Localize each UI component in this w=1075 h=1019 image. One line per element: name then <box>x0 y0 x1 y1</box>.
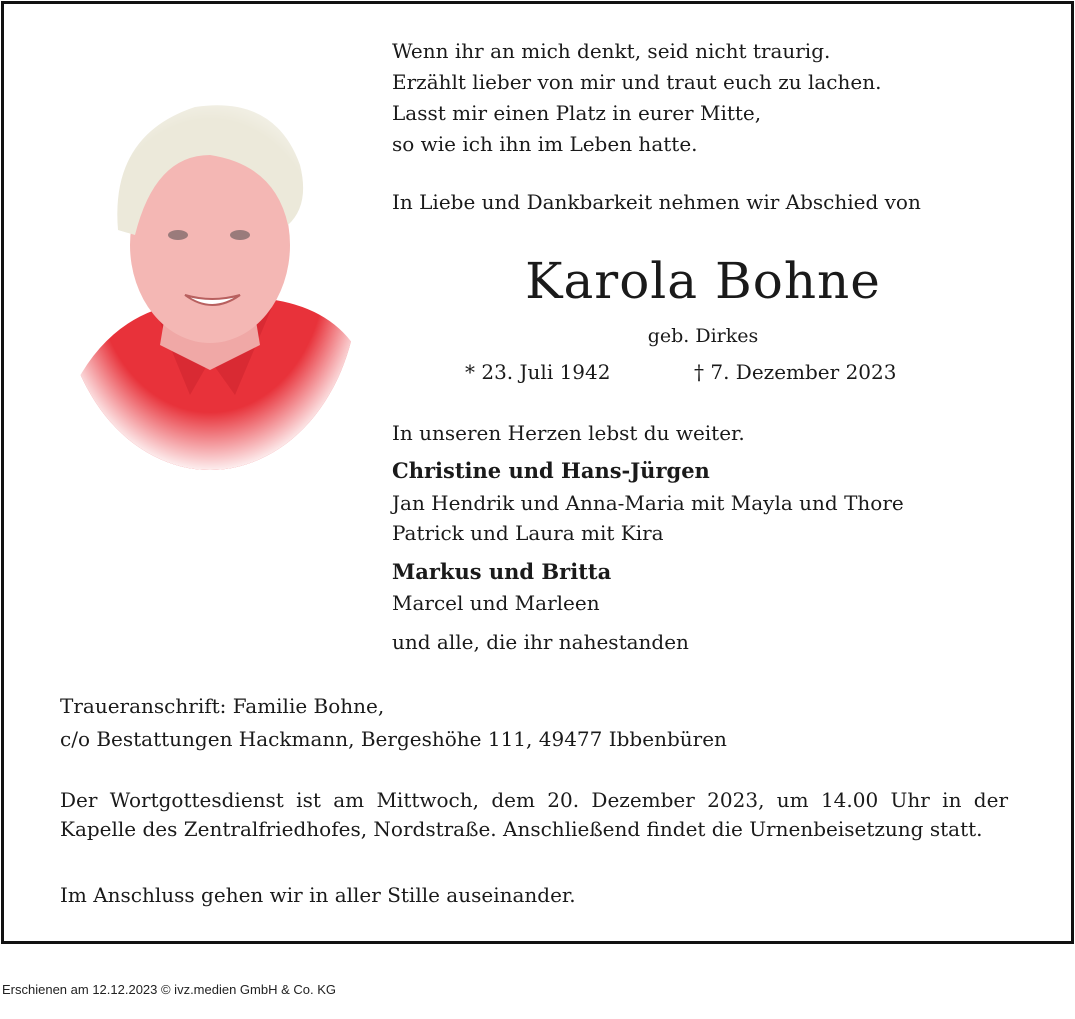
family-name: Markus und Britta <box>392 559 612 584</box>
poem <box>392 36 881 160</box>
family-name: Christine und Hans-Jürgen <box>392 458 710 483</box>
others-line: und alle, die ihr nahestanden <box>392 630 689 654</box>
poem-line: Erzählt lieber von mir und traut euch zu lachen. <box>392 70 882 94</box>
birth-date: * 23. Juli 1942 <box>465 360 611 384</box>
family-member-line: Marcel und Marleen <box>392 591 600 615</box>
service-info: Der Wortgottesdienst ist am Mittwoch, dem 20. Dezember 2023, um 14.00 Uhr in der Kapelle des Zentralfriedhofes, Nordstraße. Anschließend findet die Urnenbeisetzung statt. <box>60 788 1008 841</box>
family-member-line: Jan Hendrik und Anna-Maria mit Mayla und Thore <box>392 491 904 515</box>
poem-line: so wie ich ihn im Leben hatte. <box>392 132 698 156</box>
address-line: c/o Bestattungen Hackmann, Bergeshöhe 111, 49477 Ibbenbüren <box>60 727 727 751</box>
motto: In unseren Herzen lebst du weiter. <box>392 421 745 445</box>
closing-line: Im Anschluss gehen wir in aller Stille auseinander. <box>60 883 576 907</box>
birth-name: geb. Dirkes <box>647 325 759 347</box>
family-member-line: Patrick und Laura mit Kira <box>392 521 664 545</box>
publication-footer: Erschienen am 12.12.2023 © ivz.medien GmbH & Co. KG <box>2 982 337 997</box>
portrait-photo <box>60 95 360 475</box>
mourning-address <box>60 690 727 756</box>
poem-line: Lasst mir einen Platz in eurer Mitte, <box>392 101 762 125</box>
deceased-name: Karola Bohne <box>525 252 881 310</box>
address-line: Traueranschrift: Familie Bohne, <box>60 694 385 718</box>
poem-line: Wenn ihr an mich denkt, seid nicht traurig. <box>392 39 831 63</box>
death-date: † 7. Dezember 2023 <box>694 360 897 384</box>
farewell-intro: In Liebe und Dankbarkeit nehmen wir Abschied von <box>392 190 921 214</box>
